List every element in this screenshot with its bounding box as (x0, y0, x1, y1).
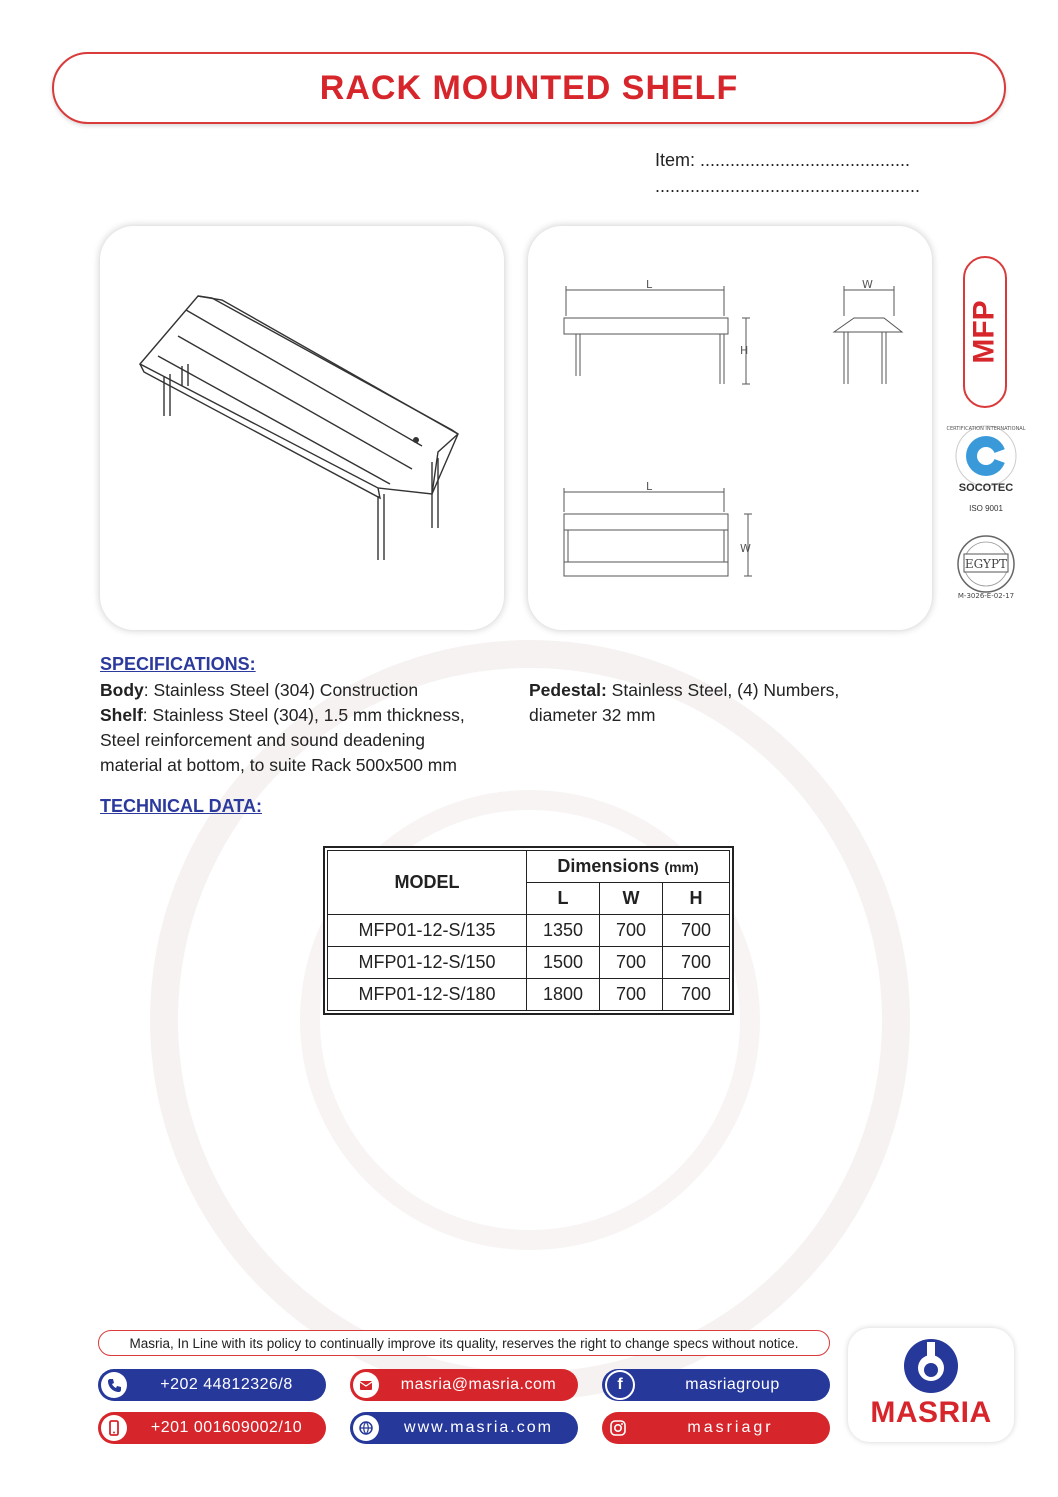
svg-text:EGYPT: EGYPT (964, 557, 1008, 571)
egypt-seal-icon (946, 534, 1026, 600)
brand-logo-card (848, 1328, 1014, 1442)
category-code: MFP (968, 300, 1002, 364)
spec-pedestal-line-2: diameter 32 mm (529, 705, 656, 725)
specifications-left (100, 678, 520, 778)
brand-name: MASRIA (870, 1396, 992, 1429)
technical-data-table (323, 846, 734, 1015)
spec-shelf-line-3: material at bottom, to suite Rack 500x500 mm (100, 755, 457, 775)
table-row: MFP01-12-S/150 1500 700 700 (328, 947, 730, 979)
spec-pedestal: Pedestal: Stainless Steel, (4) Numbers, (529, 680, 840, 700)
spec-body: Body: Stainless Steel (304) Construction (100, 680, 419, 700)
col-header-w: W (600, 883, 663, 915)
facebook-link[interactable]: f masriagroup (602, 1369, 830, 1401)
egypt-certificate (946, 534, 1026, 600)
technical-data-heading: TECHNICAL DATA: (100, 796, 262, 816)
disclaimer-note: Masria, In Line with its policy to continually improve its quality, reserves the right to change specs without notice. (98, 1330, 830, 1356)
website-link[interactable]: www.masria.com (350, 1412, 578, 1444)
product-image-card (100, 226, 504, 630)
phone-link-1[interactable]: +202 44812326/8 (98, 1369, 326, 1401)
technical-drawing-card (528, 226, 932, 630)
phone-icon (101, 1372, 127, 1398)
dim-label-length: L (646, 278, 653, 291)
title-banner (52, 52, 1006, 124)
email-link[interactable]: masria@masria.com (350, 1369, 578, 1401)
col-header-l: L (527, 883, 600, 915)
svg-text:CERTIFICATION INTERNATIONAL: CERTIFICATION INTERNATIONAL (946, 426, 1026, 432)
dimensions-header: Dimensions (mm) (527, 851, 730, 883)
shelf-2d-drawings (528, 226, 932, 630)
socotec-label: SOCOTEC (958, 482, 1014, 494)
svg-text:M-3026-E-02-17: M-3026-E-02-17 (957, 592, 1015, 600)
spec-shelf: Shelf: Stainless Steel (304), 1.5 mm thickness, (100, 705, 465, 725)
table-row: MFP01-12-S/135 1350 700 700 (328, 915, 730, 947)
col-header-h: H (663, 883, 730, 915)
dim-label-height: H (740, 344, 749, 357)
table-row: MFP01-12-S/180 1800 700 700 (328, 979, 730, 1011)
instagram-icon (605, 1415, 631, 1441)
dim-label-width-top: W (740, 542, 751, 555)
item-field-line-1: Item: .......................................... (655, 150, 911, 170)
category-badge (963, 256, 1007, 408)
globe-icon (353, 1415, 379, 1441)
item-field-line-2: ..................................................... (655, 176, 921, 196)
socotec-certificate (946, 420, 1026, 520)
specifications-right (529, 678, 929, 728)
mobile-icon (101, 1415, 127, 1441)
page-title: RACK MOUNTED SHELF (319, 68, 739, 107)
model-header: MODEL (328, 851, 527, 915)
email-icon (353, 1372, 379, 1398)
spec-shelf-line-2: Steel reinforcement and sound deadening (100, 730, 425, 750)
facebook-icon: f (605, 1370, 635, 1400)
instagram-link[interactable]: masriagr (602, 1412, 830, 1444)
phone-link-2[interactable]: +201 001609002/10 (98, 1412, 326, 1444)
dim-label-width: W (862, 278, 873, 291)
shelf-3d-drawing (100, 226, 504, 630)
specifications-heading: SPECIFICATIONS: (100, 654, 256, 674)
dim-label-length-top: L (646, 480, 653, 493)
masria-logo-icon (848, 1334, 1014, 1398)
socotec-logo-icon (946, 420, 1026, 490)
iso-label: ISO 9001 (969, 504, 1003, 513)
